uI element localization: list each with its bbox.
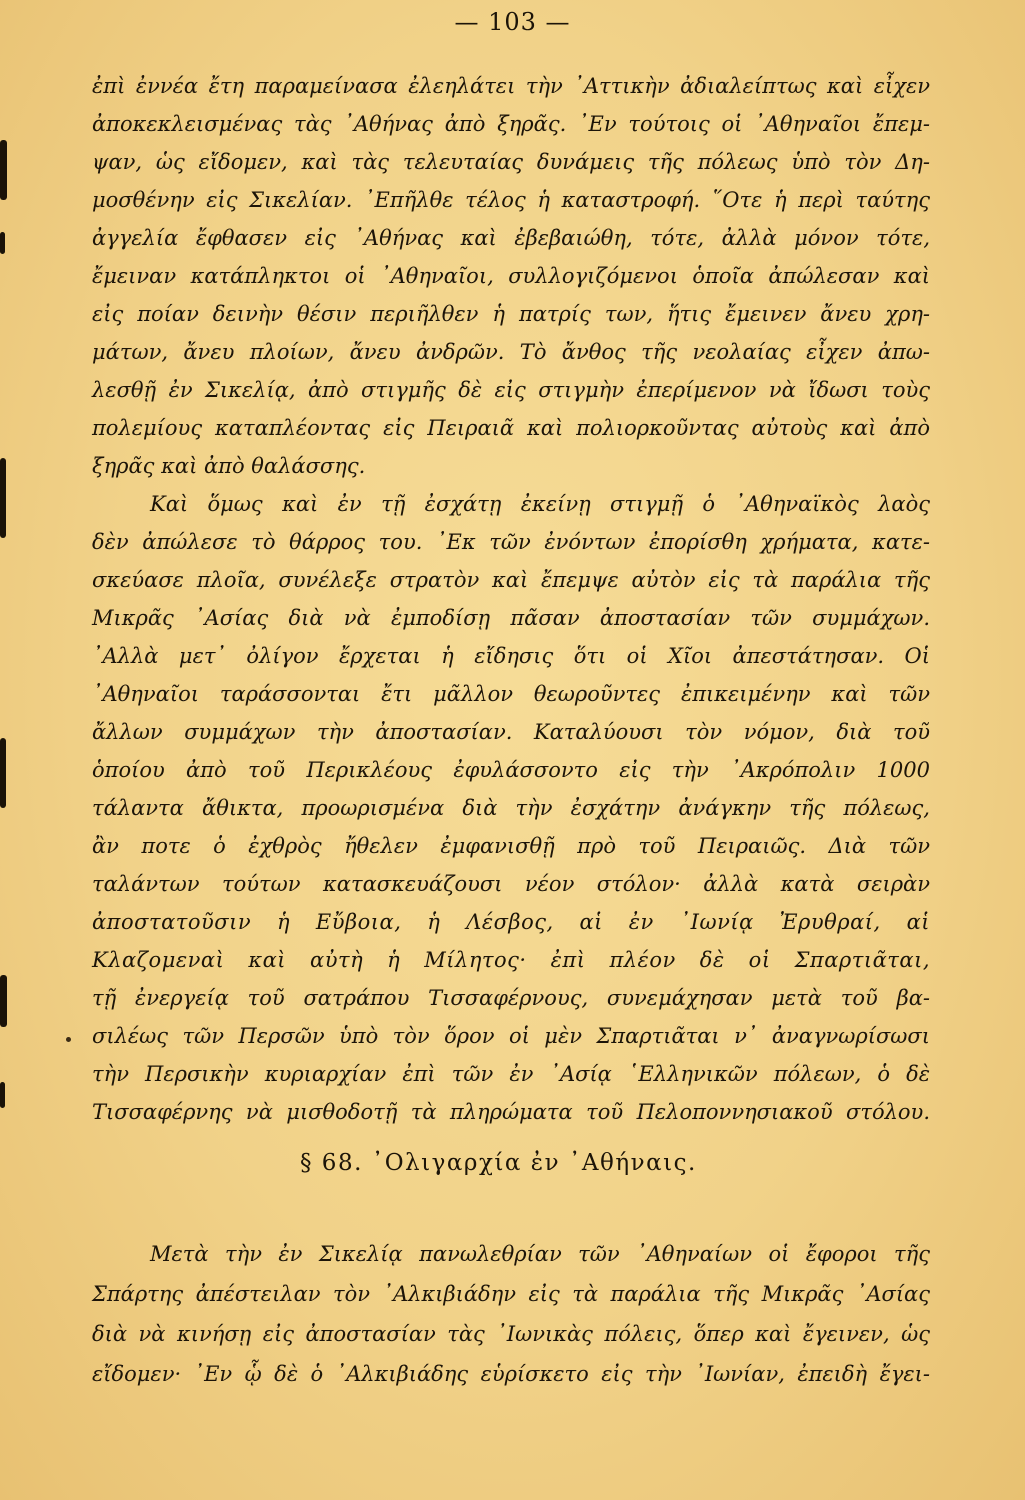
binding-shadow-mark (0, 458, 6, 538)
text-line: μοσθένην εἰς Σικελίαν. ᾿Επῆλθε τέλος ἡ καταστροφή. ῞Οτε ἡ περὶ ταύτης (92, 188, 930, 212)
text-line: σιλέως τῶν Περσῶν ὑπὸ τὸν ὅρον οἱ μὲν Σπαρτιᾶται ν᾿ ἀναγνωρίσωσι (92, 1024, 930, 1048)
text-line: Κλαζομεναὶ καὶ αὐτὴ ἡ Μίλητος· ἐπὶ πλέον δὲ οἱ Σπαρτιᾶται, (92, 948, 930, 972)
binding-shadow-mark (0, 232, 5, 254)
binding-shadow-mark (0, 140, 7, 200)
text-line: ᾿Αθηναῖοι ταράσσονται ἔτι μᾶλλον θεωροῦντες ἐπικειμένην καὶ τῶν (92, 682, 930, 706)
text-line: ἂν ποτε ὁ ἐχθρὸς ἤθελεν ἐμφανισθῇ πρὸ τοῦ Πειραιῶς. Διὰ τῶν (92, 834, 930, 858)
text-line: ἔμειναν κατάπληκτοι οἱ ᾿Αθηναῖοι, συλλογιζόμενοι ὁποῖα ἀπώλεσαν καὶ (92, 264, 930, 288)
text-line: Καὶ ὅμως καὶ ἐν τῇ ἐσχάτῃ ἐκείνῃ στιγμῇ ὁ ᾿Αθηναϊκὸς λαὸς (150, 492, 930, 516)
text-line: ᾿Αλλὰ μετ᾿ ὀλίγον ἔρχεται ἡ εἴδησις ὅτι οἱ Χῖοι ἀπεστάτησαν. Οἱ (92, 644, 930, 668)
text-line: Μικρᾶς ᾿Ασίας διὰ νὰ ἐμποδίσῃ πᾶσαν ἀποστασίαν τῶν συμμάχων. (92, 606, 930, 630)
binding-shadow-mark (0, 738, 6, 808)
section-heading: § 68. ᾿Ολιγαρχία ἐν ᾿Αθήναις. (300, 1150, 697, 1176)
text-line: τὴν Περσικὴν κυριαρχίαν ἐπὶ τῶν ἐν ᾿Ασίᾳ ῾Ελληνικῶν πόλεων, ὁ δὲ (92, 1062, 930, 1086)
text-line: ἀγγελία ἔφθασεν εἰς ᾿Αθήνας καὶ ἐβεβαιώθη, τότε, ἀλλὰ μόνον τότε, (92, 226, 930, 250)
ink-speck (66, 1037, 71, 1042)
text-line: ψαν, ὡς εἴδομεν, καὶ τὰς τελευταίας δυνάμεις τῆς πόλεως ὑπὸ τὸν Δη- (92, 150, 930, 174)
text-line: ἄλλων συμμάχων τὴν ἀποστασίαν. Καταλύουσι τὸν νόμον, διὰ τοῦ (92, 720, 930, 744)
text-line: διὰ νὰ κινήσῃ εἰς ἀποστασίαν τὰς ᾿Ιωνικὰς πόλεις, ὅπερ καὶ ἔγεινεν, ὡς (92, 1322, 930, 1346)
text-line: ξηρᾶς καὶ ἀπὸ θαλάσσης. (92, 454, 366, 478)
text-line: μάτων, ἄνευ πλοίων, ἄνευ ἀνδρῶν. Τὸ ἄνθος τῆς νεολαίας εἶχεν ἀπω- (92, 340, 930, 364)
text-line: ὁποίου ἀπὸ τοῦ Περικλέους ἐφυλάσσοντο εἰς τὴν ᾿Ακρόπολιν 1000 (92, 758, 930, 782)
text-line: τάλαντα ἄθικτα, προωρισμένα διὰ τὴν ἐσχάτην ἀνάγκην τῆς πόλεως, (92, 796, 930, 820)
text-line: ἀποστατοῦσιν ἡ Εὔβοια, ἡ Λέσβος, αἱ ἐν ᾿Ιωνίᾳ Ἐρυθραί, αἱ (92, 910, 930, 934)
text-line: ταλάντων τούτων κατασκευάζουσι νέον στόλον· ἀλλὰ κατὰ σειρὰν (92, 872, 930, 896)
text-line: τῇ ἐνεργείᾳ τοῦ σατράπου Τισσαφέρνους, συνεμάχησαν μετὰ τοῦ βα- (92, 986, 930, 1010)
binding-shadow-mark (0, 1082, 5, 1108)
text-line: εἴδομεν· ᾿Εν ᾧ δὲ ὁ ᾿Αλκιβιάδης εὑρίσκετο εἰς τὴν ᾿Ιωνίαν, ἐπειδὴ ἔγει- (92, 1362, 930, 1386)
text-line: λεσθῇ ἐν Σικελίᾳ, ἀπὸ στιγμῆς δὲ εἰς στιγμὴν ἐπερίμενον νὰ ἴδωσι τοὺς (92, 378, 930, 402)
text-line: πολεμίους καταπλέοντας εἰς Πειραιᾶ καὶ πολιορκοῦντας αὐτοὺς καὶ ἀπὸ (92, 416, 930, 440)
text-line: Σπάρτης ἀπέστειλαν τὸν ᾿Αλκιβιάδην εἰς τὰ παράλια τῆς Μικρᾶς ᾿Ασίας (92, 1282, 930, 1306)
text-line: ἀποκεκλεισμένας τὰς ᾿Αθήνας ἀπὸ ξηρᾶς. ᾿Εν τούτοις οἱ ᾿Αθηναῖοι ἔπεμ- (92, 112, 930, 136)
text-line: Τισσαφέρνης νὰ μισθοδοτῇ τὰ πληρώματα τοῦ Πελοποννησιακοῦ στόλου. (92, 1100, 930, 1124)
page-number: — 103 — (454, 8, 571, 36)
text-line: δὲν ἀπώλεσε τὸ θάρρος του. ᾿Εκ τῶν ἐνόντων ἐπορίσθη χρήματα, κατε- (92, 530, 930, 554)
text-line: εἰς ποίαν δεινὴν θέσιν περιῆλθεν ἡ πατρίς των, ἥτις ἔμεινεν ἄνευ χρη- (92, 302, 930, 326)
text-line: ἐπὶ ἐννέα ἔτη παραμείνασα ἐλεηλάτει τὴν ᾿Αττικὴν ἀδιαλείπτως καὶ εἶχεν (92, 74, 930, 98)
text-line: Μετὰ τὴν ἐν Σικελίᾳ πανωλεθρίαν τῶν ᾿Αθηναίων οἱ ἔφοροι τῆς (150, 1242, 930, 1266)
text-line: σκεύασε πλοῖα, συνέλεξε στρατὸν καὶ ἔπεμψε αὐτὸν εἰς τὰ παράλια τῆς (92, 568, 930, 592)
binding-shadow-mark (0, 975, 7, 1027)
